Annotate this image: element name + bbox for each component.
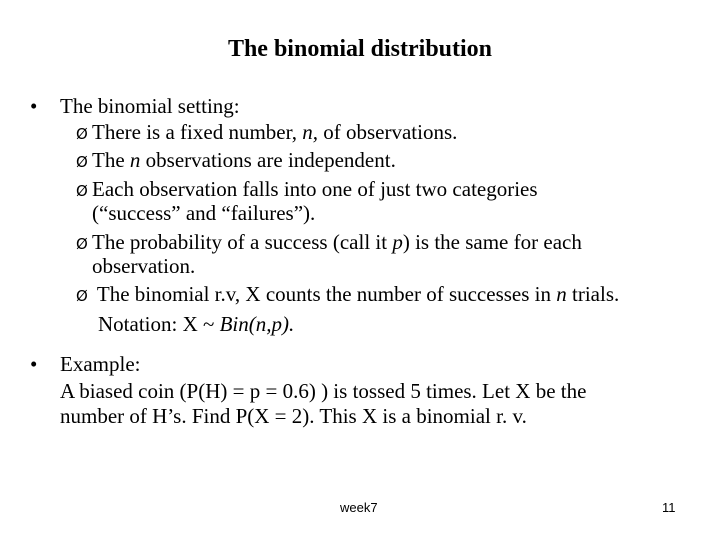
sub-item-independent: Ø The n observations are independent.: [76, 148, 396, 172]
footer-week: week7: [340, 500, 378, 515]
sub-item-probability: Ø The probability of a success (call it p) is the same for each: [76, 230, 582, 254]
sub-item-two-categories: Ø Each observation falls into one of just two categories: [76, 177, 538, 201]
bullet-text: The binomial setting:: [60, 94, 240, 118]
slide-title: The binomial distribution: [227, 36, 493, 62]
arrow-icon: Ø: [76, 182, 88, 200]
arrow-icon: Ø: [76, 125, 88, 143]
bullet-icon: •: [30, 352, 38, 376]
sub-item-binomial-rv: Ø The binomial r.v, X counts the number of successes in n trials.: [76, 282, 620, 306]
notation-line: Notation: X ~ Bin(n,p).: [98, 312, 295, 336]
bullet-example: [30, 352, 140, 376]
sub-item-probability-cont: observation.: [92, 254, 196, 278]
arrow-icon: Ø: [76, 235, 88, 253]
bullet-icon: •: [30, 94, 38, 118]
bullet-binomial-setting: [30, 94, 240, 118]
bullet-text: Example:: [60, 352, 141, 376]
example-line-2: number of H’s. Find P(X = 2). This X is a binomial r. v.: [60, 404, 527, 428]
arrow-icon: Ø: [76, 287, 88, 305]
footer-page-number: 11: [662, 500, 676, 515]
example-line-1: A biased coin (P(H) = p = 0.6) ) is tossed 5 times. Let X be the: [60, 379, 587, 403]
sub-item-fixed-number: Ø There is a fixed number, n, of observations.: [76, 120, 458, 144]
arrow-icon: Ø: [76, 153, 88, 171]
sub-item-two-categories-cont: (“success” and “failures”).: [92, 201, 316, 225]
